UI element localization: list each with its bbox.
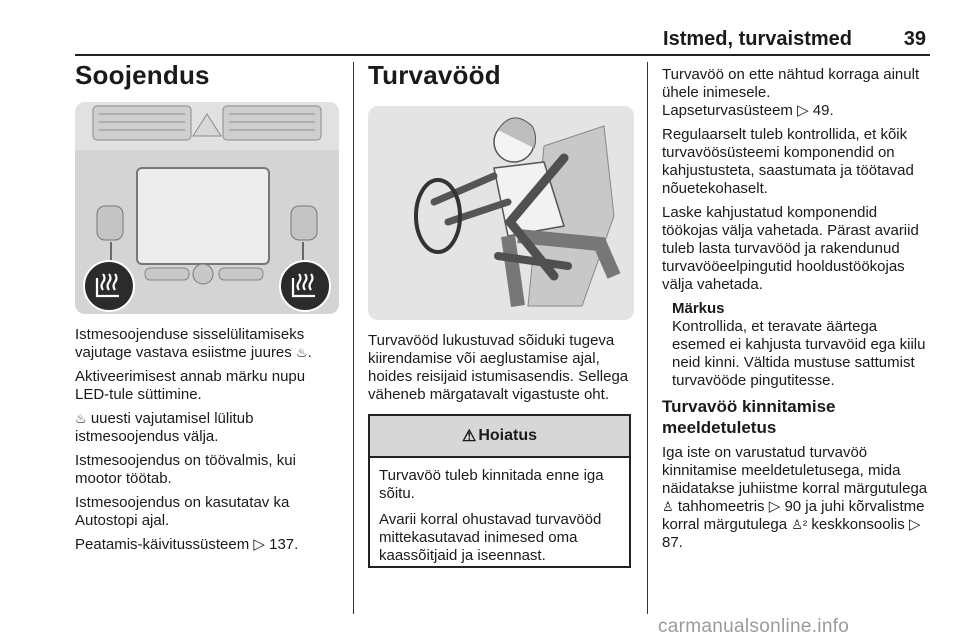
seat-heating-icon: ♨: [295, 345, 308, 360]
reference-arrow-icon: ▷: [768, 498, 781, 515]
paragraph: Lapseturvasüsteem ▷ 49.: [662, 102, 834, 119]
reference-arrow-icon: ▷: [908, 516, 921, 533]
page-reference[interactable]: 137.: [269, 536, 299, 553]
column-seat-heating: [75, 58, 343, 560]
subsection-heading: Turvavöö kinnitamise meeldetuletus: [662, 397, 836, 437]
paragraph: Istmesoojenduse sisselülitamiseks vajutage vastava esiistme juures ♨.: [75, 326, 312, 361]
section-heading: Soojendus: [75, 60, 210, 90]
page-reference[interactable]: 49.: [812, 102, 834, 119]
warning-header: ⚠ Hoiatus: [370, 416, 629, 458]
paragraph: Istmesoojendus on kasutatav ka Autostopi ajal.: [75, 494, 290, 529]
seat-heating-icon: ♨: [75, 411, 87, 426]
passenger-seatbelt-warning-icon: ♙²: [791, 517, 808, 532]
seatbelt-warning-icon: ♙: [662, 499, 674, 514]
warning-triangle-icon: ⚠: [461, 428, 477, 445]
note-title: Märkus: [672, 300, 725, 317]
watermark: carmanualsonline.info: [658, 616, 850, 637]
page-number: 39: [903, 28, 926, 50]
driver-seatbelt-illustration: [368, 106, 634, 320]
warning-text: Turvavöö tuleb kinnitada enne iga sõitu.: [379, 467, 604, 502]
warning-box: [368, 414, 631, 568]
page-header: [75, 26, 930, 56]
paragraph: ♨ uuesti vajutamisel lülitub istmesoojendus välja.: [75, 410, 254, 445]
page-reference[interactable]: 90: [784, 498, 802, 515]
paragraph: Peatamis-käivitussüsteem ▷ 137.: [75, 536, 299, 553]
paragraph: Istmesoojendus on töövalmis, kui mootor töötab.: [75, 452, 296, 487]
warning-text: Avarii korral ohustavad turvavööd mittekasutavad inimesed oma kaassõitjaid ja iseennast.: [379, 511, 602, 564]
column-divider: [353, 62, 354, 614]
note-text: Kontrollida, et teravate äärtega esemed ei kahjusta turvavöid ega kiilu neid kinni. Vältida mustuse sattumist turvavööde pingutitesse.: [672, 318, 926, 389]
section-heading: Turvavööd: [368, 60, 501, 90]
paragraph: Laske kahjustatud komponendid töökojas välja vahetada. Pärast avariid tuleb lasta turvavööd ja rakendunud turvavööeelpingutid hooldustöökojas välja vahetada.: [662, 204, 919, 293]
reference-arrow-icon: ▷: [253, 536, 265, 553]
paragraph: Aktiveerimisest annab märku nupu LED-tule süttimine.: [75, 368, 306, 403]
dashboard-illustration: [75, 102, 339, 314]
column-seatbelt-details: [662, 66, 934, 558]
note-block: [672, 300, 934, 390]
chapter-title: Istmed, turvaistmed: [663, 28, 852, 50]
page-reference[interactable]: 87.: [662, 534, 683, 551]
paragraph: Turvavöö on ette nähtud korraga ainult ühele inimesele.: [662, 66, 920, 101]
column-divider: [647, 62, 648, 614]
paragraph: Regulaarselt tuleb kontrollida, et kõik turvavöösüsteemi komponendid on kahjustusteta, saastumata ja töötavad nõuetekohaselt.: [662, 126, 914, 197]
column-seat-belts: [368, 58, 633, 568]
reference-arrow-icon: ▷: [797, 102, 809, 119]
paragraph: Turvavööd lukustuvad sõiduki tugeva kiirendamise või aeglustamise ajal, hoides reisijaid istumisasendis. Sellega väheneb märgatavalt vigastuste oht.: [368, 332, 629, 403]
paragraph: Iga iste on varustatud turvavöö kinnitamise meeldetuletusega, mida näidatakse juhiistme korral märgutulega ♙ tahhomeetris ▷ 90 ja juhi kõrvalistme korral märgutulega ♙² keskkonsoolis ▷ 87.: [662, 444, 928, 551]
